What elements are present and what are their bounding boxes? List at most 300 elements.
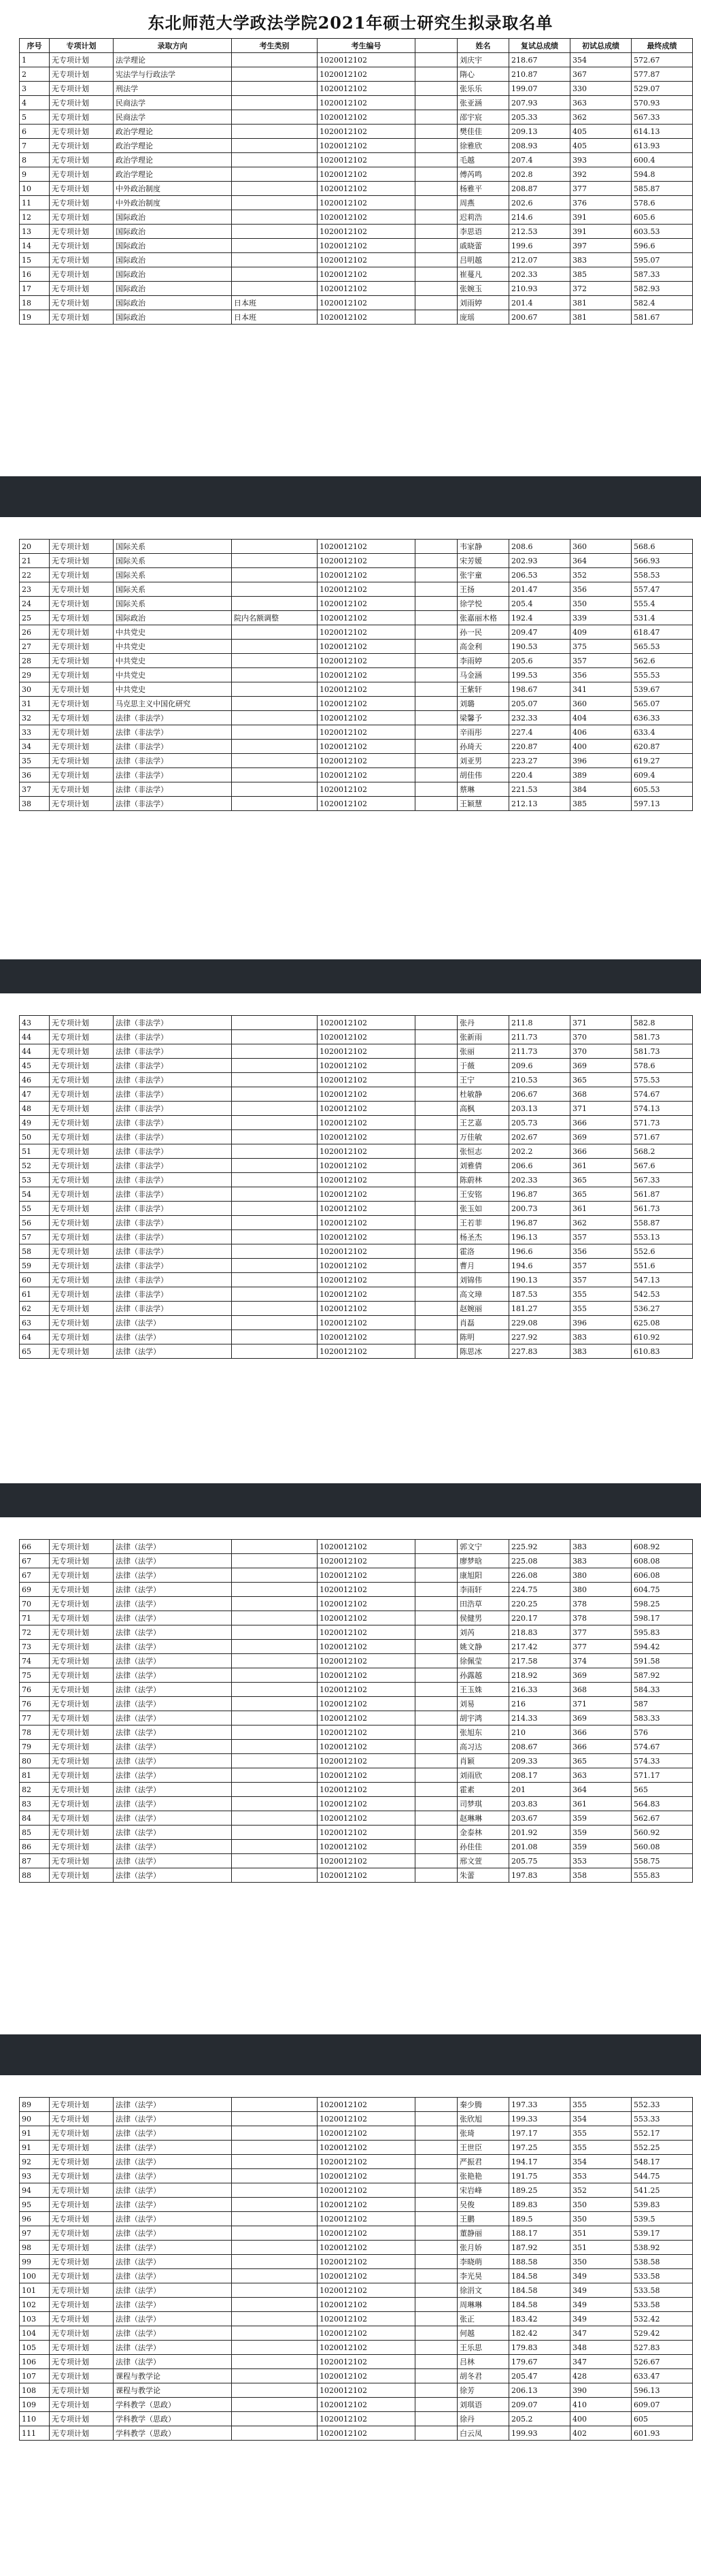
table-cell	[232, 2269, 318, 2283]
table-cell: 陈明	[458, 1330, 509, 1344]
table-cell: 567.33	[632, 110, 693, 125]
table-cell: 353	[570, 2169, 632, 2183]
table-row	[20, 225, 693, 239]
table-cell: 206.53	[509, 568, 570, 582]
table-cell: 552.17	[632, 2126, 693, 2141]
table-cell	[415, 1768, 458, 1783]
table-cell: 355	[570, 1287, 632, 1302]
table-cell: 20	[20, 540, 50, 554]
table-cell: 207.4	[509, 153, 570, 167]
table-cell	[232, 2241, 318, 2255]
table-cell	[415, 2183, 458, 2198]
table-cell: 徐芳	[458, 2383, 509, 2398]
table-cell: 28	[20, 654, 50, 668]
admission-table	[19, 1539, 693, 1883]
table-cell: 法律（非法学）	[114, 1030, 232, 1044]
table-cell: 无专项计划	[50, 740, 114, 754]
table-cell: 1020012102	[318, 1654, 415, 1668]
table-cell: 587.33	[632, 267, 693, 282]
table-cell: 581.67	[632, 310, 693, 325]
table-cell	[232, 210, 318, 225]
table-cell: 1020012102	[318, 1073, 415, 1087]
table-cell: 无专项计划	[50, 296, 114, 310]
table-cell	[415, 1073, 458, 1087]
table-cell: 31	[20, 697, 50, 711]
table-cell: 孙佳佳	[458, 1840, 509, 1854]
table-cell: 581.73	[632, 1044, 693, 1059]
table-cell: 100	[20, 2269, 50, 2283]
table-cell	[415, 2355, 458, 2369]
table-cell	[232, 1625, 318, 1640]
table-cell: 法律（非法学）	[114, 1244, 232, 1259]
table-cell: 201.4	[509, 296, 570, 310]
table-cell: 1020012102	[318, 1840, 415, 1854]
table-cell	[232, 797, 318, 811]
table-cell: 1020012102	[318, 1102, 415, 1116]
table-row	[20, 711, 693, 725]
table-cell: 596.6	[632, 239, 693, 253]
table-cell: 357	[570, 1230, 632, 1244]
table-row	[20, 797, 693, 811]
table-cell: 202.67	[509, 1130, 570, 1144]
table-cell: 1020012102	[318, 2412, 415, 2426]
table-cell	[415, 668, 458, 682]
table-cell: 刘芮	[458, 1625, 509, 1640]
table-cell	[415, 253, 458, 267]
table-cell: 无专项计划	[50, 2126, 114, 2141]
table-cell: 政治学理论	[114, 153, 232, 167]
table-cell: 高枫	[458, 1102, 509, 1116]
table-cell: 199.93	[509, 2426, 570, 2441]
table-cell	[415, 625, 458, 640]
table-cell: 595.07	[632, 253, 693, 267]
table-cell: 中共党史	[114, 625, 232, 640]
table-cell	[232, 1754, 318, 1768]
table-cell: 戚晓蕾	[458, 239, 509, 253]
table-row	[20, 1668, 693, 1683]
table-cell: 190.13	[509, 1273, 570, 1287]
table-cell: 208.67	[509, 1740, 570, 1754]
table-cell: 法律（非法学）	[114, 1059, 232, 1073]
table-cell: 法律（非法学）	[114, 1302, 232, 1316]
table-cell	[232, 1554, 318, 1568]
table-cell: 无专项计划	[50, 682, 114, 697]
table-cell: 369	[570, 1711, 632, 1725]
table-cell: 594.42	[632, 1640, 693, 1654]
table-cell: 张艳艳	[458, 2169, 509, 2183]
table-cell: 397	[570, 239, 632, 253]
table-cell: 马金涵	[458, 668, 509, 682]
table-cell: 1020012102	[318, 1568, 415, 1583]
table-cell: 1020012102	[318, 682, 415, 697]
column-header: 考生类别	[232, 39, 318, 53]
table-cell	[415, 1654, 458, 1668]
table-cell: 无专项计划	[50, 2269, 114, 2283]
table-cell: 周燕	[458, 196, 509, 210]
table-cell	[232, 697, 318, 711]
table-cell: 无专项计划	[50, 1173, 114, 1187]
table-cell: 法律（非法学）	[114, 1216, 232, 1230]
table-cell: 中共党史	[114, 668, 232, 682]
table-cell: 377	[570, 1640, 632, 1654]
table-cell: 张亚涵	[458, 96, 509, 110]
table-cell: 184.58	[509, 2283, 570, 2298]
table-cell: 法律（法学）	[114, 1330, 232, 1344]
table-cell: 360	[570, 697, 632, 711]
table-row	[20, 1302, 693, 1316]
table-cell: 14	[20, 239, 50, 253]
table-cell	[415, 2383, 458, 2398]
table-cell: 法律（法学）	[114, 1854, 232, 1868]
table-cell	[415, 1868, 458, 1883]
table-cell: 428	[570, 2369, 632, 2383]
table-cell: 37	[20, 782, 50, 797]
table-cell: 378	[570, 1597, 632, 1611]
table-cell: 法律（法学）	[114, 1740, 232, 1754]
table-cell: 547.13	[632, 1273, 693, 1287]
table-cell: 无专项计划	[50, 1216, 114, 1230]
table-cell: 565	[632, 1783, 693, 1797]
table-cell	[232, 153, 318, 167]
table-row	[20, 1868, 693, 1883]
table-cell: 353	[570, 1854, 632, 1868]
table-cell: 5	[20, 110, 50, 125]
table-cell: 201	[509, 1783, 570, 1797]
table-cell: 106	[20, 2355, 50, 2369]
table-cell	[232, 1711, 318, 1725]
table-cell: 1020012102	[318, 1016, 415, 1030]
table-cell	[232, 1668, 318, 1683]
table-cell: 581.73	[632, 1030, 693, 1044]
table-cell: 无专项计划	[50, 53, 114, 67]
table-cell: 608.08	[632, 1554, 693, 1568]
table-row	[20, 110, 693, 125]
table-row	[20, 1044, 693, 1059]
table-row	[20, 2383, 693, 2398]
table-cell: 391	[570, 210, 632, 225]
table-cell	[232, 2341, 318, 2355]
table-cell	[415, 1711, 458, 1725]
table-cell: 无专项计划	[50, 1102, 114, 1116]
table-cell: 354	[570, 53, 632, 67]
table-cell: 刘锦伟	[458, 1273, 509, 1287]
table-cell: 179.67	[509, 2355, 570, 2369]
table-cell: 576	[632, 1725, 693, 1740]
table-row	[20, 1259, 693, 1273]
table-cell: 无专项计划	[50, 1159, 114, 1173]
table-cell: 法律（法学）	[114, 1811, 232, 1826]
table-cell: 19	[20, 310, 50, 325]
table-cell: 1020012102	[318, 1273, 415, 1287]
table-cell: 595.83	[632, 1625, 693, 1640]
table-cell: 383	[570, 1344, 632, 1359]
table-cell: 22	[20, 568, 50, 582]
table-cell	[415, 1030, 458, 1044]
table-cell: 184.58	[509, 2269, 570, 2283]
table-cell: 529.42	[632, 2326, 693, 2341]
table-cell: 371	[570, 1697, 632, 1711]
table-cell: 12	[20, 210, 50, 225]
table-cell: 1020012102	[318, 253, 415, 267]
table-cell: 韦家静	[458, 540, 509, 554]
table-cell: 90	[20, 2112, 50, 2126]
table-row	[20, 196, 693, 210]
table-cell: 法律（非法学）	[114, 1287, 232, 1302]
table-cell: 608.92	[632, 1540, 693, 1554]
table-cell: 法律（法学）	[114, 1711, 232, 1725]
table-row	[20, 1187, 693, 1202]
table-row	[20, 125, 693, 139]
table-cell: 1020012102	[318, 182, 415, 196]
table-cell: 208.6	[509, 540, 570, 554]
table-cell: 553.13	[632, 1230, 693, 1244]
table-cell: 88	[20, 1868, 50, 1883]
table-cell	[232, 182, 318, 196]
table-cell: 刘琪语	[458, 2398, 509, 2412]
table-cell: 81	[20, 1768, 50, 1783]
table-cell	[415, 1202, 458, 1216]
table-cell	[415, 1044, 458, 1059]
table-row	[20, 2183, 693, 2198]
table-cell: 212.53	[509, 225, 570, 239]
table-cell	[232, 1273, 318, 1287]
table-cell: 191.75	[509, 2169, 570, 2183]
table-cell: 217.58	[509, 1654, 570, 1668]
table-cell: 360	[570, 540, 632, 554]
table-cell: 209.6	[509, 1059, 570, 1073]
table-cell: 杜敏静	[458, 1087, 509, 1102]
table-cell: 618.47	[632, 625, 693, 640]
table-cell: 1020012102	[318, 797, 415, 811]
table-cell: 1020012102	[318, 53, 415, 67]
table-row	[20, 1230, 693, 1244]
table-cell: 1020012102	[318, 597, 415, 611]
table-row	[20, 139, 693, 153]
table-cell: 1020012102	[318, 1711, 415, 1725]
table-cell: 354	[570, 2155, 632, 2169]
table-row	[20, 597, 693, 611]
table-row	[20, 2298, 693, 2312]
table-cell: 无专项计划	[50, 782, 114, 797]
table-cell	[232, 82, 318, 96]
table-cell: 625.08	[632, 1316, 693, 1330]
table-cell: 王扬	[458, 582, 509, 597]
table-cell: 无专项计划	[50, 1826, 114, 1840]
table-row	[20, 654, 693, 668]
table-cell: 605.53	[632, 782, 693, 797]
table-cell: 585.87	[632, 182, 693, 196]
table-cell: 1020012102	[318, 1697, 415, 1711]
table-cell: 380	[570, 1583, 632, 1597]
table-cell: 张乐乐	[458, 82, 509, 96]
table-cell: 55	[20, 1202, 50, 1216]
table-cell: 203.67	[509, 1811, 570, 1826]
table-row	[20, 1202, 693, 1216]
table-cell: 1020012102	[318, 2126, 415, 2141]
table-cell: 1020012102	[318, 210, 415, 225]
table-cell	[232, 1287, 318, 1302]
table-cell: 350	[570, 2198, 632, 2212]
table-cell	[415, 53, 458, 67]
table-cell: 张新雨	[458, 1030, 509, 1044]
table-row	[20, 2255, 693, 2269]
table-row	[20, 267, 693, 282]
table-row	[20, 1625, 693, 1640]
table-cell	[415, 1668, 458, 1683]
table-row	[20, 1216, 693, 1230]
table-cell: 80	[20, 1754, 50, 1768]
table-cell: 365	[570, 1173, 632, 1187]
table-cell: 无专项计划	[50, 282, 114, 296]
table-cell: 1020012102	[318, 125, 415, 139]
table-cell: 无专项计划	[50, 2426, 114, 2441]
table-cell: 633.4	[632, 725, 693, 740]
table-cell: 刘亚男	[458, 754, 509, 768]
table-cell	[232, 2283, 318, 2298]
table-cell: 宋岩峰	[458, 2183, 509, 2198]
table-row	[20, 1159, 693, 1173]
table-cell: 210.93	[509, 282, 570, 296]
table-cell: 法律（非法学）	[114, 1087, 232, 1102]
table-cell: 189.5	[509, 2212, 570, 2226]
table-cell: 85	[20, 1826, 50, 1840]
table-cell: 课程与教学论	[114, 2369, 232, 2383]
table-cell: 110	[20, 2412, 50, 2426]
table-cell: 564.83	[632, 1797, 693, 1811]
table-row	[20, 740, 693, 754]
table-cell	[232, 2412, 318, 2426]
table-cell: 98	[20, 2241, 50, 2255]
table-cell	[232, 1611, 318, 1625]
table-cell: 363	[570, 96, 632, 110]
table-cell	[232, 2169, 318, 2183]
table-cell: 23	[20, 582, 50, 597]
table-cell: 院内名额调整	[232, 611, 318, 625]
table-cell: 无专项计划	[50, 1302, 114, 1316]
table-cell: 619.27	[632, 754, 693, 768]
table-cell: 196.87	[509, 1187, 570, 1202]
table-cell	[232, 1216, 318, 1230]
table-cell: 1020012102	[318, 96, 415, 110]
table-cell: 法律（法学）	[114, 1568, 232, 1583]
table-cell: 356	[570, 582, 632, 597]
table-cell: 曹月	[458, 1259, 509, 1273]
table-cell: 29	[20, 668, 50, 682]
table-row	[20, 2398, 693, 2412]
table-cell: 无专项计划	[50, 182, 114, 196]
table-row	[20, 2412, 693, 2426]
table-cell	[232, 754, 318, 768]
table-cell: 404	[570, 711, 632, 725]
table-cell: 无专项计划	[50, 768, 114, 782]
table-cell: 565.07	[632, 697, 693, 711]
table-cell: 383	[570, 1330, 632, 1344]
table-cell	[415, 2126, 458, 2141]
table-cell: 法律（非法学）	[114, 1173, 232, 1187]
table-cell: 张嘉丽木格	[458, 611, 509, 625]
table-cell	[415, 2098, 458, 2112]
table-cell: 无专项计划	[50, 1287, 114, 1302]
table-cell: 202.8	[509, 167, 570, 182]
table-cell: 法律（法学）	[114, 2212, 232, 2226]
table-cell: 383	[570, 253, 632, 267]
table-cell	[232, 1568, 318, 1583]
table-cell: 89	[20, 2098, 50, 2112]
table-cell	[232, 582, 318, 597]
table-cell: 无专项计划	[50, 597, 114, 611]
table-cell: 218.92	[509, 1668, 570, 1683]
table-cell: 无专项计划	[50, 1668, 114, 1683]
table-cell: 552.33	[632, 2098, 693, 2112]
table-cell: 363	[570, 1768, 632, 1783]
table-cell	[415, 310, 458, 325]
table-cell	[232, 597, 318, 611]
table-cell: 1020012102	[318, 611, 415, 625]
table-cell: 620.87	[632, 740, 693, 754]
table-cell: 205.2	[509, 2412, 570, 2426]
table-cell: 539.83	[632, 2198, 693, 2212]
table-cell: 44	[20, 1044, 50, 1059]
table-cell: 208.93	[509, 139, 570, 153]
table-cell	[232, 1016, 318, 1030]
table-cell: 578.6	[632, 1059, 693, 1073]
table-cell: 法律（法学）	[114, 1783, 232, 1797]
table-cell: 67	[20, 1554, 50, 1568]
table-cell: 1020012102	[318, 768, 415, 782]
table-cell: 202.33	[509, 1173, 570, 1187]
table-cell	[415, 2241, 458, 2255]
table-cell: 348	[570, 2341, 632, 2355]
table-cell: 529.07	[632, 82, 693, 96]
table-cell: 3	[20, 82, 50, 96]
table-cell: 1020012102	[318, 1540, 415, 1554]
table-cell: 227.83	[509, 1344, 570, 1359]
table-cell: 孙琦天	[458, 740, 509, 754]
table-cell: 无专项计划	[50, 2341, 114, 2355]
table-cell: 无专项计划	[50, 1654, 114, 1668]
table-cell: 352	[570, 568, 632, 582]
table-cell: 法律（非法学）	[114, 740, 232, 754]
table-cell: 206.13	[509, 2383, 570, 2398]
table-cell: 国际政治	[114, 267, 232, 282]
table-cell: 578.6	[632, 196, 693, 210]
table-cell	[232, 267, 318, 282]
admission-table	[19, 38, 693, 325]
table-cell: 高文璋	[458, 1287, 509, 1302]
table-cell: 无专项计划	[50, 267, 114, 282]
table-cell: 1020012102	[318, 1230, 415, 1244]
table-cell	[415, 282, 458, 296]
table-cell: 无专项计划	[50, 167, 114, 182]
table-cell: 351	[570, 2226, 632, 2241]
table-cell	[415, 2198, 458, 2212]
table-cell: 362	[570, 110, 632, 125]
table-cell: 法律（非法学）	[114, 711, 232, 725]
table-cell: 无专项计划	[50, 210, 114, 225]
table-cell: 学科教学（思政）	[114, 2426, 232, 2441]
table-cell: 25	[20, 611, 50, 625]
table-cell: 刘庆宇	[458, 53, 509, 67]
table-cell: 64	[20, 1330, 50, 1344]
table-cell	[415, 1059, 458, 1073]
table-cell	[415, 153, 458, 167]
table-row	[20, 2269, 693, 2283]
table-cell: 369	[570, 1668, 632, 1683]
table-cell	[232, 1059, 318, 1073]
table-cell: 205.07	[509, 697, 570, 711]
table-cell: 无专项计划	[50, 697, 114, 711]
table-cell: 568.6	[632, 540, 693, 554]
